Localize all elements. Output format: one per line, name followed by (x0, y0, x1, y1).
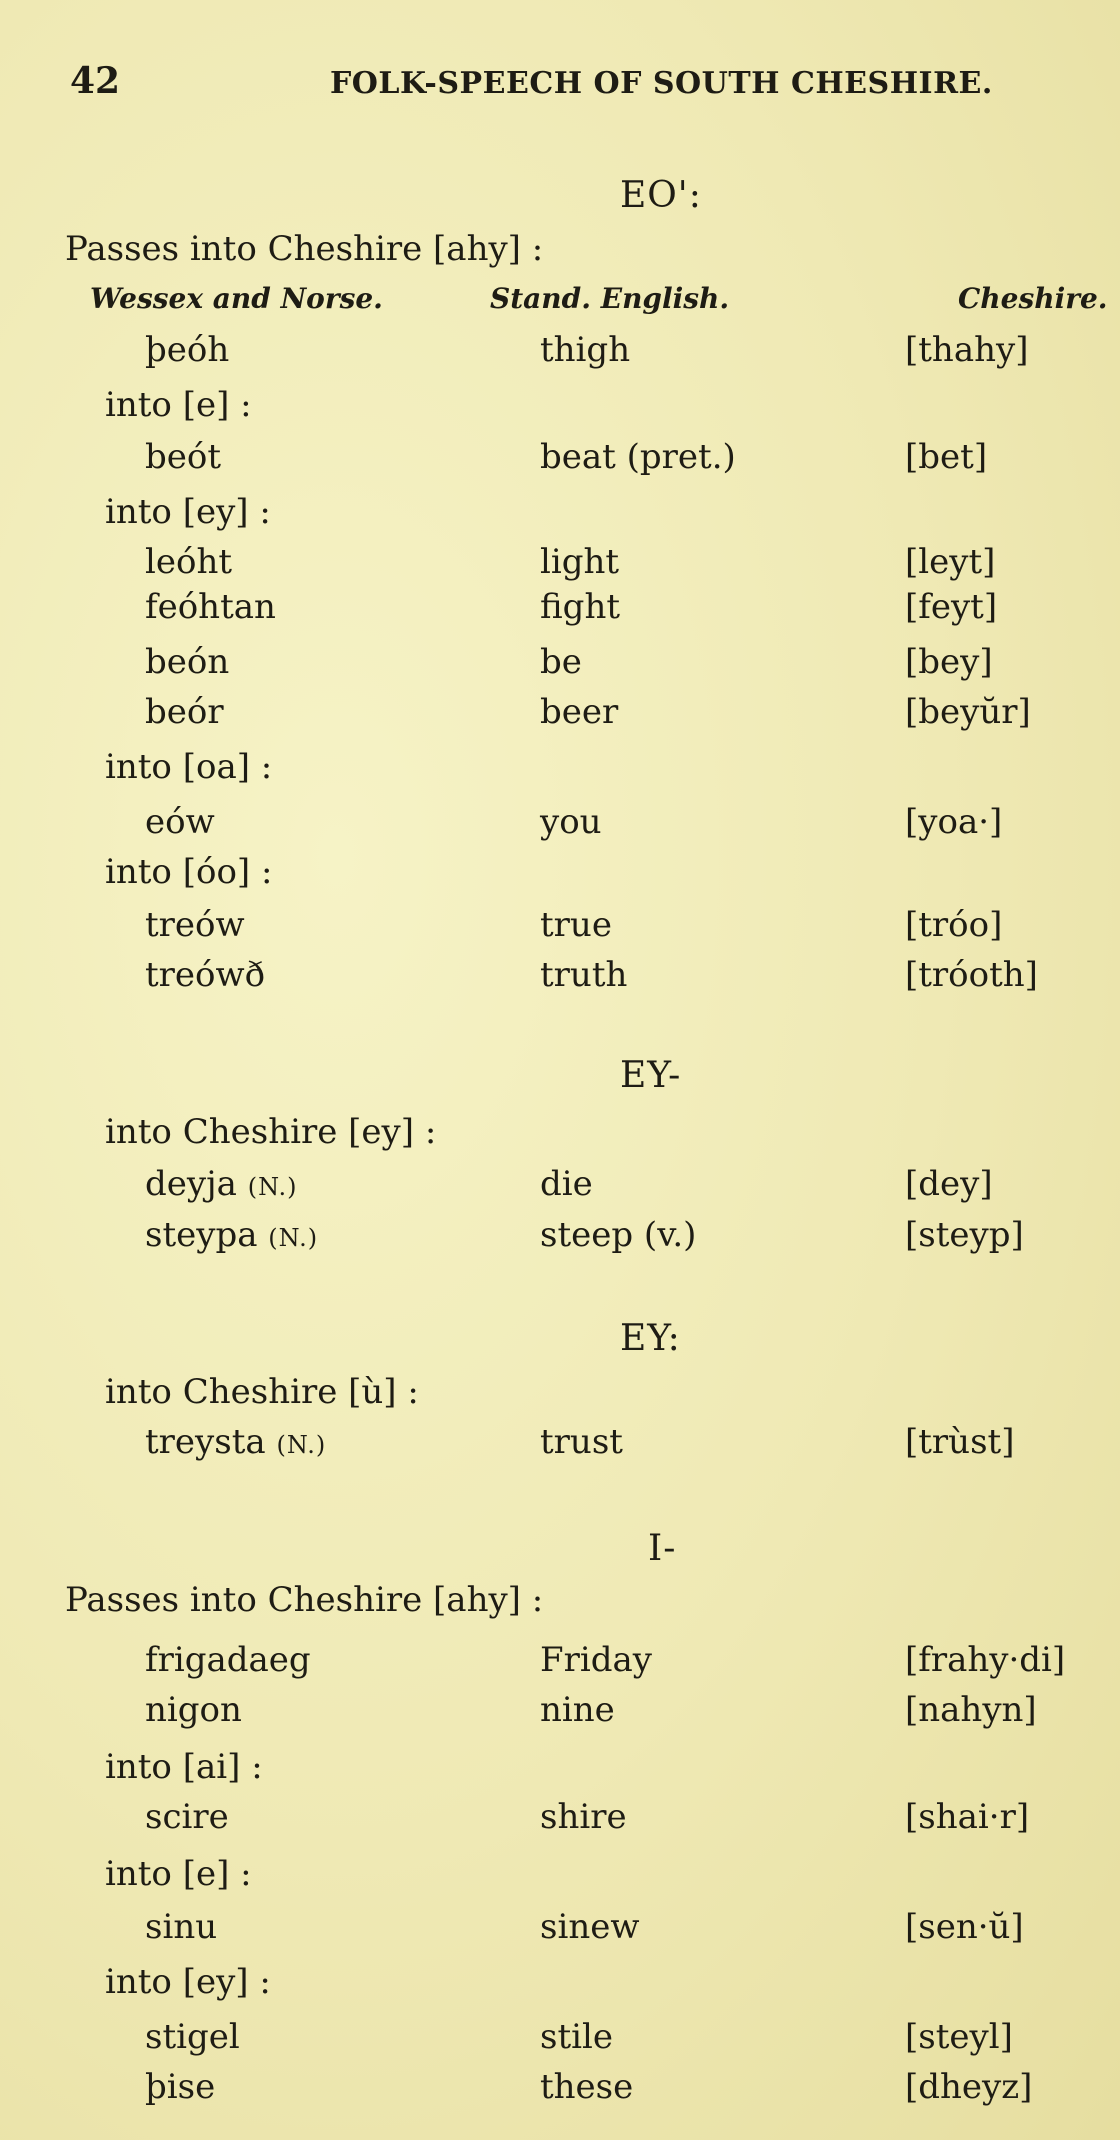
row-english-word: sinew (540, 1907, 640, 1947)
column-header-cheshire: Cheshire. (958, 282, 1108, 315)
row-cheshire-word: [trùst] (905, 1422, 1015, 1462)
row-source-word: eów (145, 802, 215, 842)
row-source-word: treów (145, 905, 245, 945)
section-heading-ey-short: EY- (620, 1055, 682, 1096)
row-english-word: you (540, 802, 602, 842)
row-cheshire-word: [beyŭr] (905, 692, 1031, 732)
row-cheshire-word: [tróo] (905, 905, 1003, 945)
row-english-word: Friday (540, 1640, 652, 1680)
into-line: into [oa] : (105, 747, 273, 787)
row-source-word: treówð (145, 955, 266, 995)
row-source-word: beón (145, 642, 230, 682)
row-cheshire-word: [dey] (905, 1164, 993, 1204)
into-line: into [ai] : (105, 1747, 263, 1787)
row-english-word: steep (v.) (540, 1215, 697, 1255)
row-source-word: treysta (N.) (145, 1422, 327, 1462)
row-english-word: trust (540, 1422, 623, 1462)
row-source-word: scire (145, 1797, 229, 1837)
into-line: into Cheshire [ey] : (105, 1112, 437, 1152)
row-english-word: die (540, 1164, 593, 1204)
into-line: into [ey] : (105, 1962, 271, 2002)
row-english-word: thigh (540, 330, 631, 370)
row-cheshire-word: [shai·r] (905, 1797, 1030, 1837)
row-cheshire-word: [steyp] (905, 1215, 1024, 1255)
into-line: into [óo] : (105, 852, 273, 892)
row-cheshire-word: [bey] (905, 642, 993, 682)
row-source-word: deyja (N.) (145, 1164, 298, 1204)
row-cheshire-word: [yoa·] (905, 802, 1003, 842)
row-english-word: fight (540, 587, 621, 627)
row-english-word: shire (540, 1797, 627, 1837)
column-header-standard-english: Stand. English. (490, 282, 730, 315)
row-source-word: stigel (145, 2017, 240, 2057)
row-english-word: true (540, 905, 612, 945)
row-source-word: beót (145, 437, 222, 477)
row-source-word: þise (145, 2067, 216, 2107)
row-cheshire-word: [bet] (905, 437, 988, 477)
row-english-word: beer (540, 692, 619, 732)
into-line: into [ey] : (105, 492, 271, 532)
row-english-word: truth (540, 955, 628, 995)
section-heading-i: I- (648, 1528, 677, 1569)
intro-line: Passes into Cheshire [ahy] : (65, 229, 544, 269)
row-cheshire-word: [leyt] (905, 542, 996, 582)
row-source-word: feóhtan (145, 587, 276, 627)
row-cheshire-word: [feyt] (905, 587, 998, 627)
row-english-word: be (540, 642, 582, 682)
intro-line: Passes into Cheshire [ahy] : (65, 1580, 544, 1620)
section-heading-ey-long: EY: (620, 1318, 681, 1359)
into-line: into Cheshire [ù] : (105, 1372, 419, 1412)
row-cheshire-word: [thahy] (905, 330, 1029, 370)
row-cheshire-word: [nahyn] (905, 1690, 1037, 1730)
row-source-word: nigon (145, 1690, 242, 1730)
row-cheshire-word: [frahy·di] (905, 1640, 1066, 1680)
running-title: FOLK-SPEECH OF SOUTH CHESHIRE. (330, 66, 993, 101)
row-english-word: beat (pret.) (540, 437, 736, 477)
section-heading-eo: EO': (620, 175, 702, 216)
row-source-word: steypa (N.) (145, 1215, 319, 1255)
page-number: 42 (70, 60, 121, 102)
column-header-wessex-norse: Wessex and Norse. (90, 282, 383, 315)
row-source-word: frigadaeg (145, 1640, 311, 1680)
row-english-word: stile (540, 2017, 613, 2057)
row-cheshire-word: [sen·ŭ] (905, 1907, 1024, 1947)
row-source-word: leóht (145, 542, 233, 582)
row-source-word: sinu (145, 1907, 218, 1947)
row-cheshire-word: [dheyz] (905, 2067, 1033, 2107)
into-line: into [e] : (105, 385, 252, 425)
row-cheshire-word: [tróoth] (905, 955, 1038, 995)
row-source-word: þeóh (145, 330, 230, 370)
row-english-word: nine (540, 1690, 615, 1730)
row-english-word: these (540, 2067, 634, 2107)
row-cheshire-word: [steyl] (905, 2017, 1013, 2057)
row-english-word: light (540, 542, 620, 582)
into-line: into [e] : (105, 1854, 252, 1894)
row-source-word: beór (145, 692, 224, 732)
